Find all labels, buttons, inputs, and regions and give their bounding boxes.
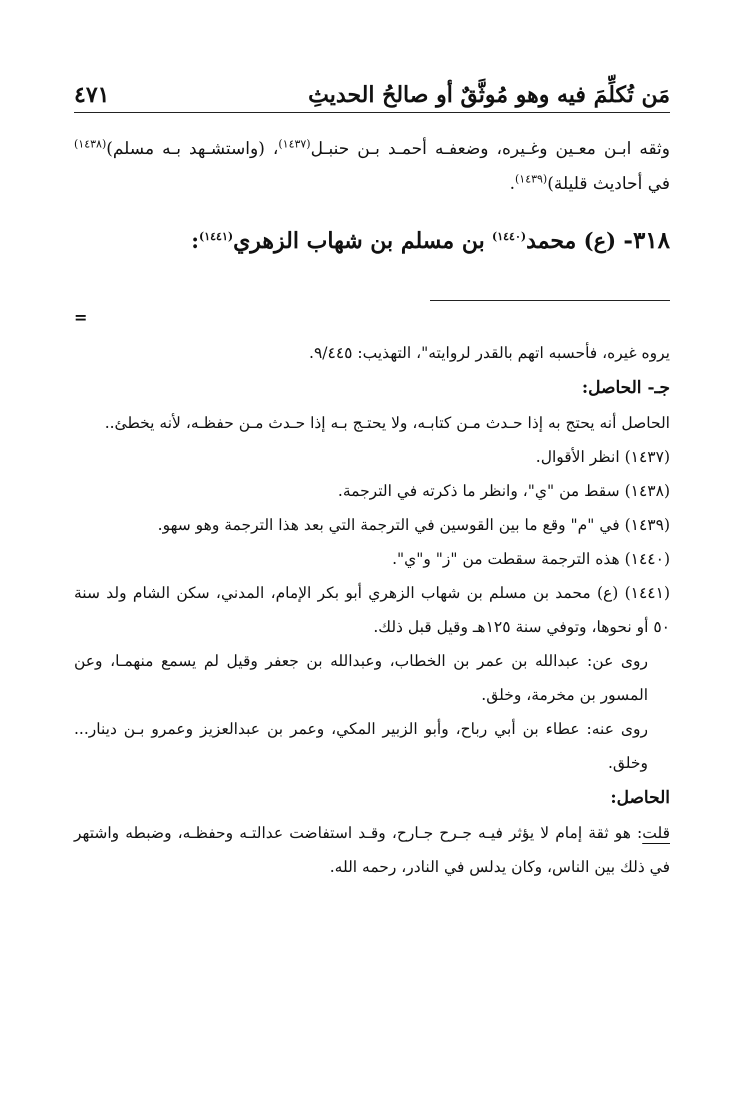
entry-heading <box>74 222 670 260</box>
paragraph-text: وثقه ابـن معـين وغـيره، وضعفـه أحمـد بـن حنبـل <box>310 139 671 159</box>
footnote-narrated-from: روى عن: عبدالله بن عمر بن الخطاب، وعبدالله بن جعفر وقيل لم يسمع منهمـا، وعن المسور بن مخرمة، وخلق. <box>74 652 648 704</box>
footnote-separator <box>430 300 670 301</box>
page-header <box>74 68 670 113</box>
footnote-ref-1437: (١٤٣٧) <box>278 137 311 151</box>
footnote-continued: يروه غيره، فأحسبه اتهم بالقدر لروايته"، التهذيب: ٩/٤٤٥. <box>309 344 670 362</box>
entry-code: (ع) <box>583 228 617 253</box>
footnote-narrated-by: روى عنه: عطاء بن أبي رباح، وأبو الزبير المكي، وعمر بن عبدالعزيز وعمرو بـن دينار... وخلق. <box>74 720 648 772</box>
footnote-text: الحاصل أنه يحتج به إذا حـدث مـن كتابـه، ولا يحتـج بـه إذا حـدث مـن حفظـه، لأنه يخطئ.. <box>104 414 670 432</box>
entry-colon: : <box>191 228 199 253</box>
paragraph-text: . <box>509 174 515 194</box>
entry-name: محمد <box>526 228 577 254</box>
footnote-conclusion <box>74 816 670 884</box>
conclusion-text: : هو ثقة إمام لا يؤثر فيـه جـرح جـارح، وقـد استفاضت عدالتـه وحفظـه، وضبطه واشتهر في ذلك بين الناس، وكان يدلس في النادر، رحمه الله. <box>74 824 670 876</box>
paragraph-text: ، (واستشـهد بـه مسلم) <box>106 139 279 159</box>
footnote-ref-1441: (١٤٤١) <box>199 230 234 243</box>
entry-number: ٣١٨- <box>623 227 670 254</box>
footnote-ref-1438: (١٤٣٨) <box>74 137 107 151</box>
footnote-ref-1440: (١٤٤٠) <box>492 230 527 243</box>
footnote-1439: (١٤٣٩) في "م" وقع ما بين القوسين في الترجمة التي بعد هذا الترجمة وهو سهو. <box>157 516 670 534</box>
page-number: ٤٧١ <box>74 82 110 108</box>
continuation-mark: = <box>74 308 88 327</box>
footnote-ref-1439: (١٤٣٩) <box>514 172 548 186</box>
intro-paragraph <box>74 132 670 202</box>
main-text <box>74 132 670 260</box>
qultu-word: قلت <box>642 824 670 842</box>
footnote-1441: (١٤٤١) (ع) محمد بن مسلم بن شهاب الزهري أبو بكر الإمام، المدني، سكن الشام ولد سنة ٥٠ أو نحوها، وتوفي سنة ١٢٥هـ وقيل قبل ذلك. <box>74 584 670 636</box>
footnote-subhead: جـ- الحاصل: <box>581 378 670 398</box>
footnote-1440: (١٤٤٠) هذه الترجمة سقطت من "ز" و"ي". <box>392 550 670 568</box>
entry-name: بن مسلم بن شهاب الزهري <box>233 228 485 254</box>
footnote-1438: (١٤٣٨) سقط من "ي"، وانظر ما ذكرته في الترجمة. <box>337 482 670 500</box>
footnote-1437: (١٤٣٧) انظر الأقوال. <box>535 448 670 466</box>
paragraph-text: في أحاديث قليلة) <box>547 174 670 194</box>
running-head: مَن تُكلِّمَ فيه وهو مُوثَّقٌ أو صالحُ الحديثِ <box>308 82 670 108</box>
footnotes <box>74 336 670 884</box>
footnote-subhead: الحاصل: <box>610 788 670 808</box>
